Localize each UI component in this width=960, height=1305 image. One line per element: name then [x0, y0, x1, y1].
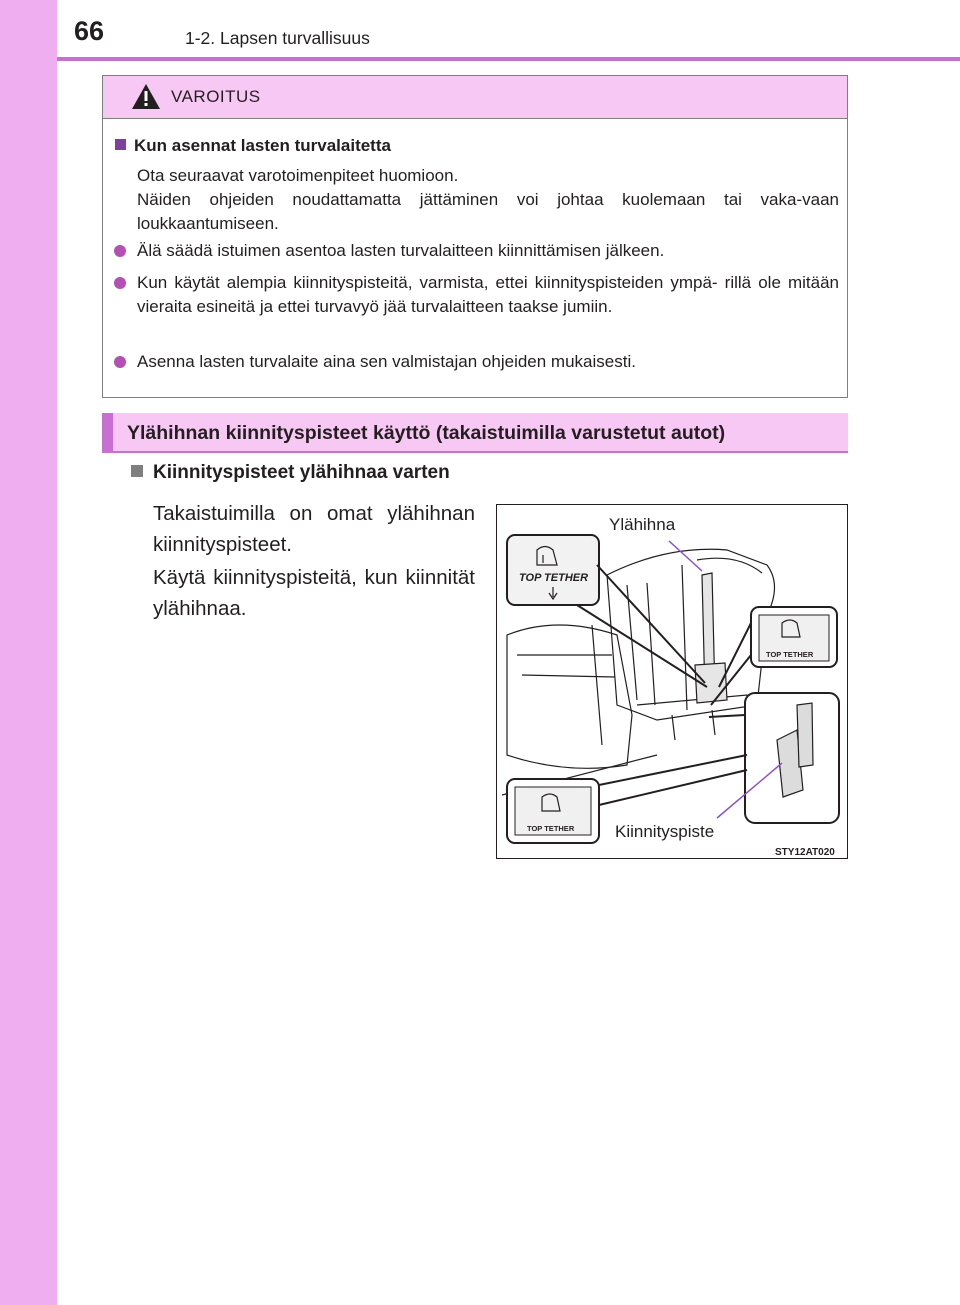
warning-bullet: Asenna lasten turvalaite aina sen valmistajan ohjeiden mukaisesti.: [137, 352, 636, 371]
square-bullet-icon: [115, 139, 126, 150]
subheading-text: Kiinnityspisteet ylähihnaa varten: [153, 462, 450, 483]
circle-bullet-icon: [114, 277, 126, 289]
header-rule: [57, 57, 960, 61]
circle-bullet-icon: [114, 356, 126, 368]
warning-title: VAROITUS: [171, 87, 261, 106]
warning-heading-text: Kun asennat lasten turvalaitetta: [134, 136, 391, 155]
body-paragraph: Takaistuimilla on omat ylähihnan kiinnityspisteet.: [153, 502, 475, 556]
icon-label-top-left: TOP TETHER: [519, 572, 589, 584]
body-paragraph: Käytä kiinnityspisteitä, kun kiinnität ylähihnaa.: [153, 566, 475, 620]
section-band: [102, 413, 848, 453]
warning-bullet: Älä säädä istuimen asentoa lasten turvalaitteen kiinnittämisen jälkeen.: [137, 241, 665, 260]
icon-label-right: TOP TETHER: [766, 650, 814, 659]
illustration: [496, 504, 848, 859]
warning-heading: [115, 136, 391, 156]
section-title: 1-2. Lapsen turvallisuus: [185, 28, 370, 48]
seat-illustration: [497, 505, 848, 859]
page-number: 66: [74, 16, 105, 46]
warning-header: [103, 76, 847, 119]
circle-bullet-icon: [114, 245, 126, 257]
warning-paragraph: Näiden ohjeiden noudattamatta jättäminen voi johtaa kuolemaan tai vaka-vaan loukkaantumiseen.: [137, 190, 839, 233]
subheading: [131, 462, 450, 484]
warning-bullet: Kun käytät alempia kiinnityspisteitä, varmista, ettei kiinnityspisteiden ympä- rillä ole mitään vieraita esineitä ja ettei turvavyö jää turvalaitteen taakse jumiin.: [137, 273, 839, 316]
icon-label-bottom-left: TOP TETHER: [527, 824, 575, 833]
figure-code: STY12AT020: [775, 847, 835, 858]
warning-paragraph: Ota seuraavat varotoimenpiteet huomioon.: [137, 166, 459, 185]
warning-box: [102, 75, 848, 398]
label-top-strap: Ylähihna: [609, 515, 676, 534]
side-strip: [0, 0, 57, 1305]
square-bullet-icon: [131, 465, 143, 477]
section-band-accent: [102, 413, 113, 451]
section-band-title: Ylähihnan kiinnityspisteet käyttö (takaistuimilla varustetut autot): [127, 422, 726, 444]
warning-triangle-icon: [131, 83, 161, 110]
label-anchor-point: Kiinnityspiste: [615, 822, 715, 841]
